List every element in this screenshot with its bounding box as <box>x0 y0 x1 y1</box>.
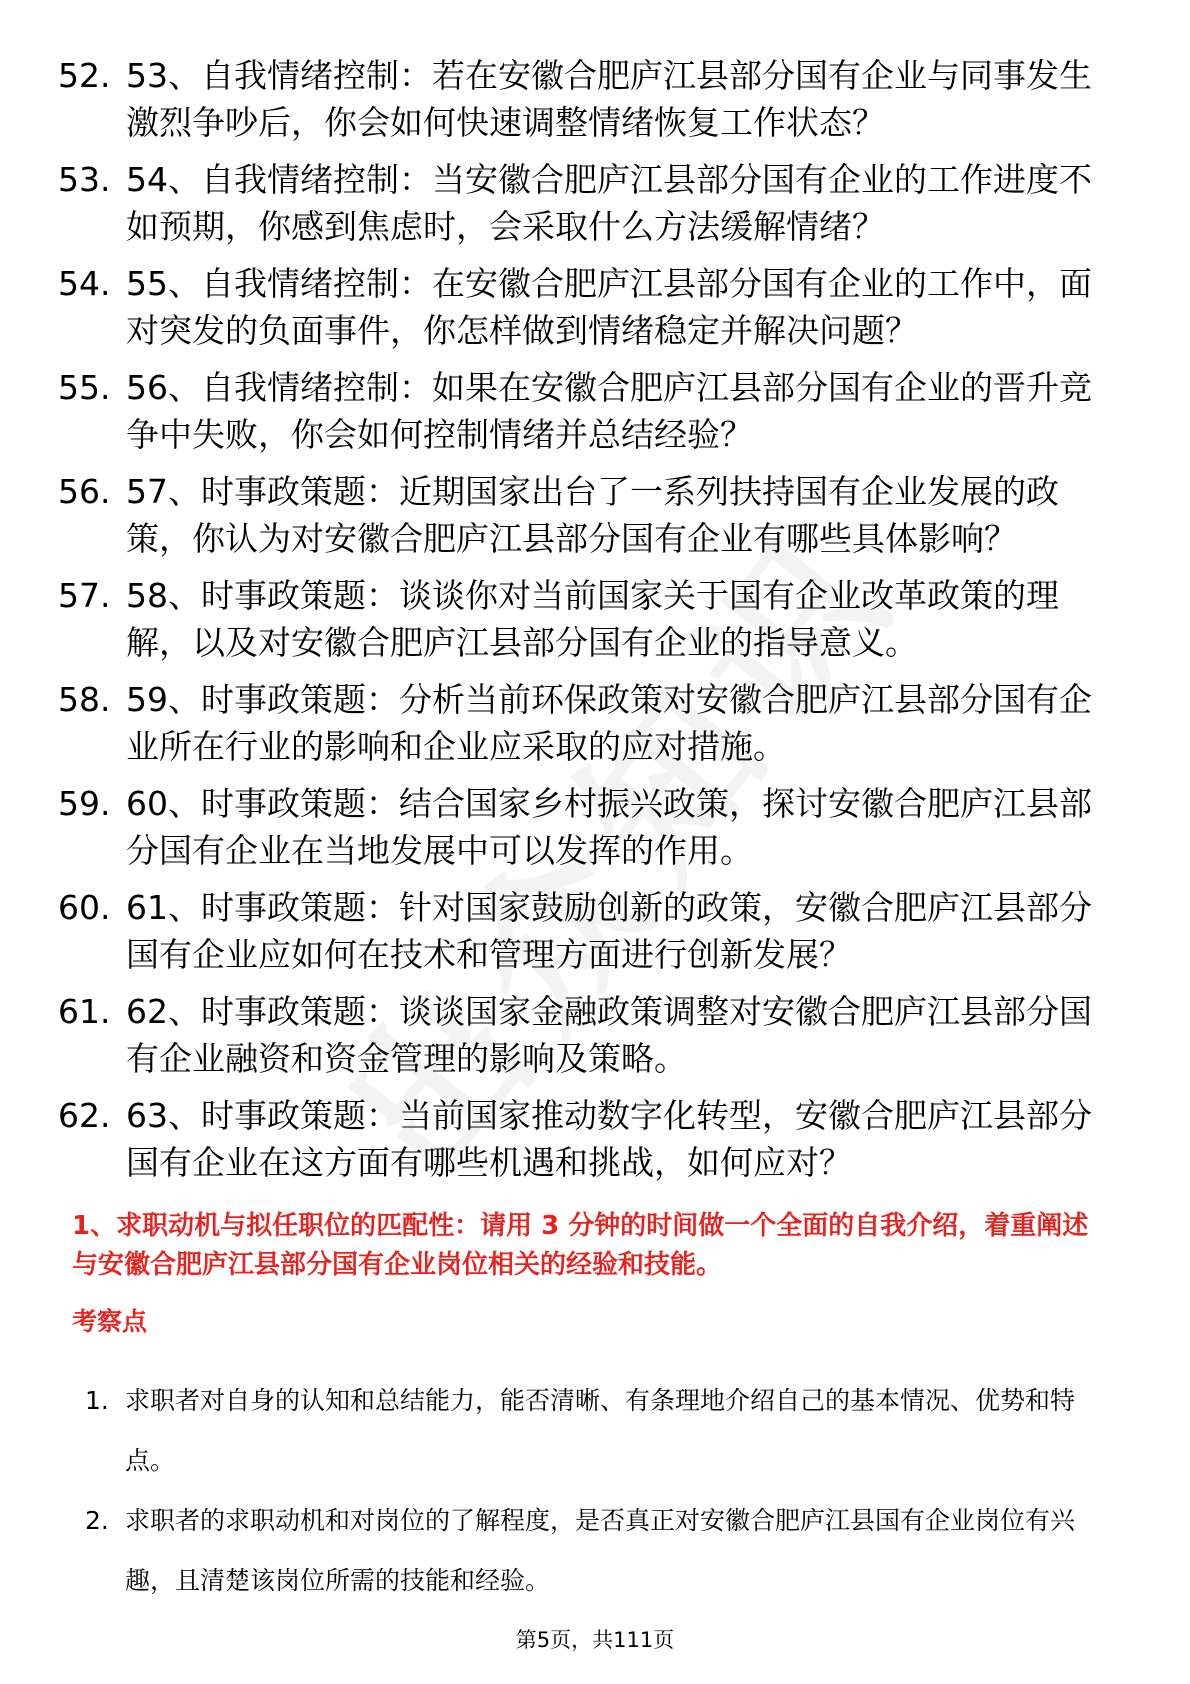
item-number: 60. <box>58 888 111 927</box>
list-item <box>58 260 1108 354</box>
list-item <box>85 1371 1115 1491</box>
item-text: 54、自我情绪控制：当安徽合肥庐江县部分国有企业的工作进度不如预期，你感到焦虑时，会采取什么方法缓解情绪？ <box>126 160 1092 246</box>
list-item <box>58 468 1108 562</box>
points-list <box>85 1371 1115 1611</box>
section-subheading: 考察点 <box>72 1307 148 1336</box>
item-number: 62. <box>58 1096 111 1135</box>
item-text: 60、时事政策题：结合国家乡村振兴政策，探讨安徽合肥庐江县部分国有企业在当地发展中可以发挥的作用。 <box>126 784 1092 870</box>
list-item <box>58 988 1108 1082</box>
item-number: 61. <box>58 992 111 1031</box>
list-item <box>85 1491 1115 1611</box>
section-heading: 1、求职动机与拟任职位的匹配性：请用 3 分钟的时间做一个全面的自我介绍，着重阐述与安徽合肥庐江县部分国有企业岗位相关的经验和技能。 <box>72 1211 1089 1280</box>
item-text: 55、自我情绪控制：在安徽合肥庐江县部分国有企业的工作中，面对突发的负面事件，你怎样做到情绪稳定并解决问题？ <box>126 264 1092 350</box>
item-number: 59. <box>58 784 111 823</box>
item-text: 求职者的求职动机和对岗位的了解程度，是否真正对安徽合肥庐江县国有企业岗位有兴趣，且清楚该岗位所需的技能和经验。 <box>125 1506 1076 1595</box>
item-number: 53. <box>58 160 111 199</box>
item-number: 57. <box>58 576 111 615</box>
question-list <box>58 52 1108 1196</box>
item-number: 52. <box>58 56 111 95</box>
item-text: 61、时事政策题：针对国家鼓励创新的政策，安徽合肥庐江县部分国有企业应如何在技术和管理方面进行创新发展？ <box>126 888 1092 974</box>
list-item <box>58 572 1108 666</box>
item-number: 2. <box>85 1506 109 1535</box>
list-item <box>58 52 1108 146</box>
item-text: 59、时事政策题：分析当前环保政策对安徽合肥庐江县部分国有企业所在行业的影响和企业应采取的应对措施。 <box>126 680 1092 766</box>
item-text: 62、时事政策题：谈谈国家金融政策调整对安徽合肥庐江县部分国有企业融资和资金管理的影响及策略。 <box>126 992 1092 1078</box>
item-text: 求职者对自身的认知和总结能力，能否清晰、有条理地介绍自己的基本情况、优势和特点。 <box>125 1386 1076 1475</box>
item-number: 54. <box>58 264 111 303</box>
list-item <box>58 1092 1108 1186</box>
item-number: 55. <box>58 368 111 407</box>
item-text: 56、自我情绪控制：如果在安徽合肥庐江县部分国有企业的晋升竞争中失败，你会如何控制情绪并总结经验？ <box>126 368 1092 454</box>
item-text: 58、时事政策题：谈谈你对当前国家关于国有企业改革政策的理解，以及对安徽合肥庐江县部分国有企业的指导意义。 <box>126 576 1059 662</box>
list-item <box>58 676 1108 770</box>
list-item <box>58 364 1108 458</box>
list-item <box>58 156 1108 250</box>
item-text: 53、自我情绪控制：若在安徽合肥庐江县部分国有企业与同事发生激烈争吵后，你会如何快速调整情绪恢复工作状态？ <box>126 56 1092 142</box>
item-number: 56. <box>58 472 111 511</box>
page-footer: 第5页，共111页 <box>515 1628 675 1652</box>
list-item <box>58 780 1108 874</box>
item-text: 57、时事政策题：近期国家出台了一系列扶持国有企业发展的政策，你认为对安徽合肥庐江县部分国有企业有哪些具体影响？ <box>126 472 1059 558</box>
item-number: 1. <box>85 1386 109 1415</box>
list-item <box>58 884 1108 978</box>
item-text: 63、时事政策题：当前国家推动数字化转型，安徽合肥庐江县部分国有企业在这方面有哪些机遇和挑战，如何应对？ <box>126 1096 1092 1182</box>
item-number: 58. <box>58 680 111 719</box>
